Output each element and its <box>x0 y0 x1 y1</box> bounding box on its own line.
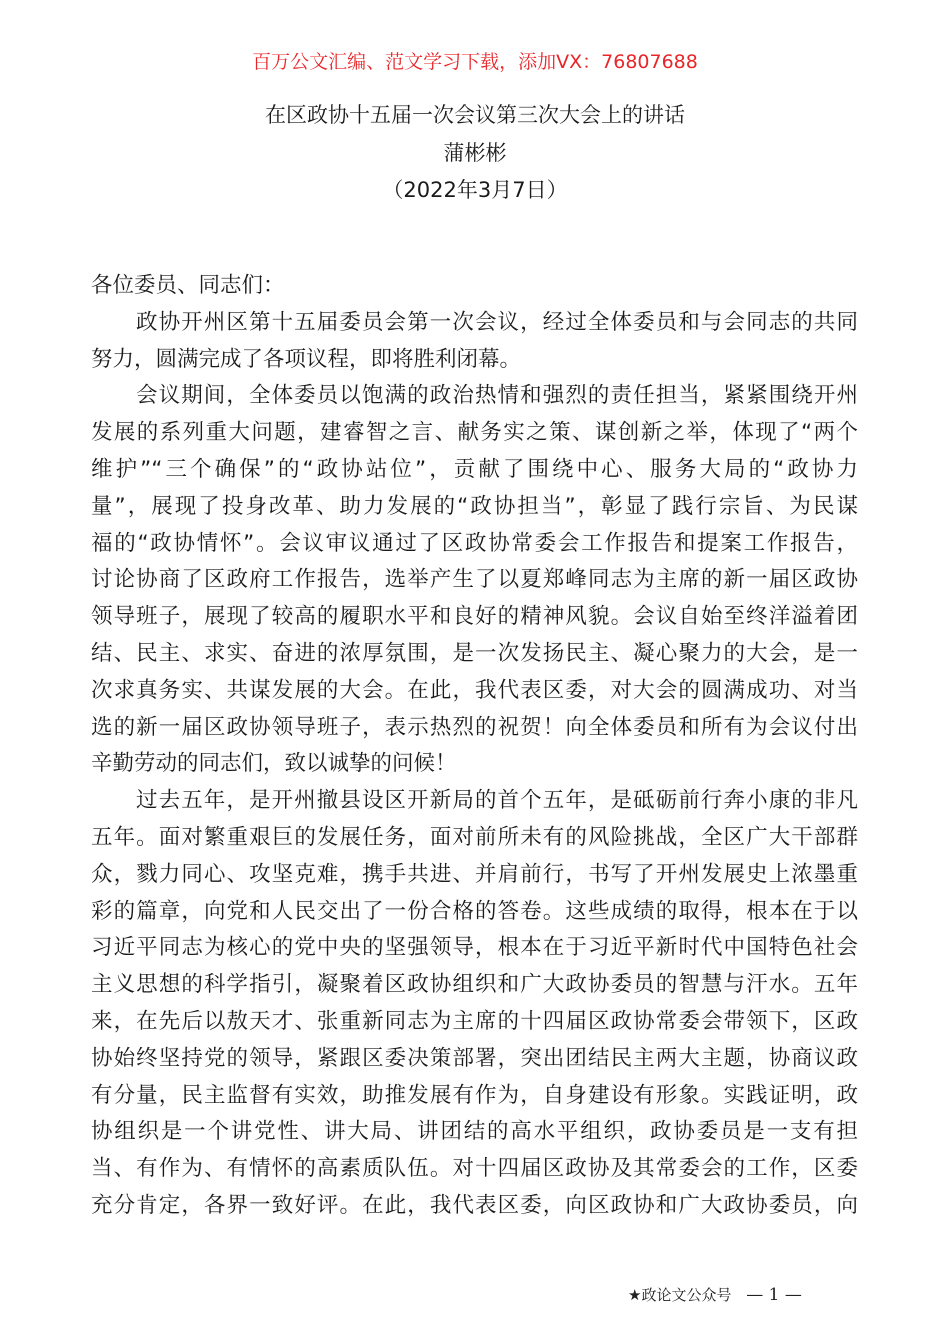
text-line: 政协开州区第十五届委员会第一次会议，经过全体委员和与会同志的共同 <box>136 309 858 335</box>
date: （2022年3月7日） <box>382 178 568 202</box>
page-footer <box>628 1284 802 1305</box>
text-line: 五年。面对繁重艰巨的发展任务，面对前所未有的风险挑战，全区广大干部群 <box>91 824 858 850</box>
text-line: 彩的篇章，向党和人民交出了一份合格的答卷。这些成绩的取得，根本在于以 <box>91 898 858 924</box>
footer-source: ★政论文公众号 <box>628 1286 732 1304</box>
text-line: 量”，展现了投身改革、助力发展的“政协担当”，彰显了践行宗旨、为民谋 <box>91 493 858 519</box>
text-line: 习近平同志为核心的党中央的坚强领导，根本在于习近平新时代中国特色社会 <box>91 935 858 961</box>
text-line: 当、有作为、有情怀的高素质队伍。对十四届区政协及其常委会的工作，区委 <box>91 1156 858 1182</box>
text-line: 来，在先后以敖天才、张重新同志为主席的十四届区政协常委会带领下，区政 <box>91 1008 858 1034</box>
text-line: 努力，圆满完成了各项议程，即将胜利闭幕。 <box>91 346 522 372</box>
text-line: 结、民主、求实、奋进的浓厚氛围，是一次发扬民主、凝心聚力的大会，是一 <box>91 640 858 666</box>
text-line: 发展的系列重大问题，建睿智之言、献务实之策、谋创新之举，体现了“两个 <box>91 420 858 446</box>
speech-body <box>91 268 858 1225</box>
text-line: 辛勤劳动的同志们，致以诚挚的问候！ <box>91 751 457 777</box>
text-line: 协组织是一个讲党性、讲大局、讲团结的高水平组织，政协委员是一支有担 <box>91 1119 858 1145</box>
text-line: 有分量，民主监督有实效，助推发展有作为，自身建设有形象。实践证明，政 <box>91 1082 858 1108</box>
text-line: 福的“政协情怀”。会议审议通过了区政协常委会工作报告和提案工作报告， <box>91 530 858 556</box>
speech-title: 在区政协十五届一次会议第三次大会上的讲话 <box>265 103 685 127</box>
download-banner: 百万公文汇编、范文学习下载，添加VX：76807688 <box>252 51 698 73</box>
text-line: 主义思想的科学指引，凝聚着区政协组织和广大政协委员的智慧与汗水。五年 <box>91 972 858 998</box>
text-line: 协始终坚持党的领导，紧跟区委决策部署，突出团结民主两大主题，协商议政 <box>91 1045 858 1071</box>
text-line: 众，戮力同心、攻坚克难，携手共进、并肩前行，书写了开州发展史上浓墨重 <box>91 861 858 887</box>
text-line: 各位委员、同志们： <box>91 273 285 298</box>
author: 蒲彬彬 <box>443 141 507 165</box>
text-line: 过去五年，是开州撤县设区开新局的首个五年，是砥砺前行奔小康的非凡 <box>136 788 858 814</box>
page-number: — 1 — <box>746 1285 802 1305</box>
text-line: 充分肯定，各界一致好评。在此，我代表区委，向区政协和广大政协委员，向 <box>91 1192 858 1218</box>
text-line: 讨论协商了区政府工作报告，选举产生了以夏郑峰同志为主席的新一届区政协 <box>91 567 858 593</box>
text-line: 会议期间，全体委员以饱满的政治热情和强烈的责任担当，紧紧围绕开州 <box>136 383 858 409</box>
text-line: 选的新一届区政协领导班子，表示热烈的祝贺！向全体委员和所有为会议付出 <box>91 714 858 740</box>
text-line: 领导班子，展现了较高的履职水平和良好的精神风貌。会议自始至终洋溢着团 <box>91 604 858 630</box>
text-line: 次求真务实、共谋发展的大会。在此，我代表区委，对大会的圆满成功、对当 <box>91 677 858 703</box>
text-line: 维护”“三个确保”的“政协站位”，贡献了围绕中心、服务大局的“政协力 <box>91 456 858 482</box>
